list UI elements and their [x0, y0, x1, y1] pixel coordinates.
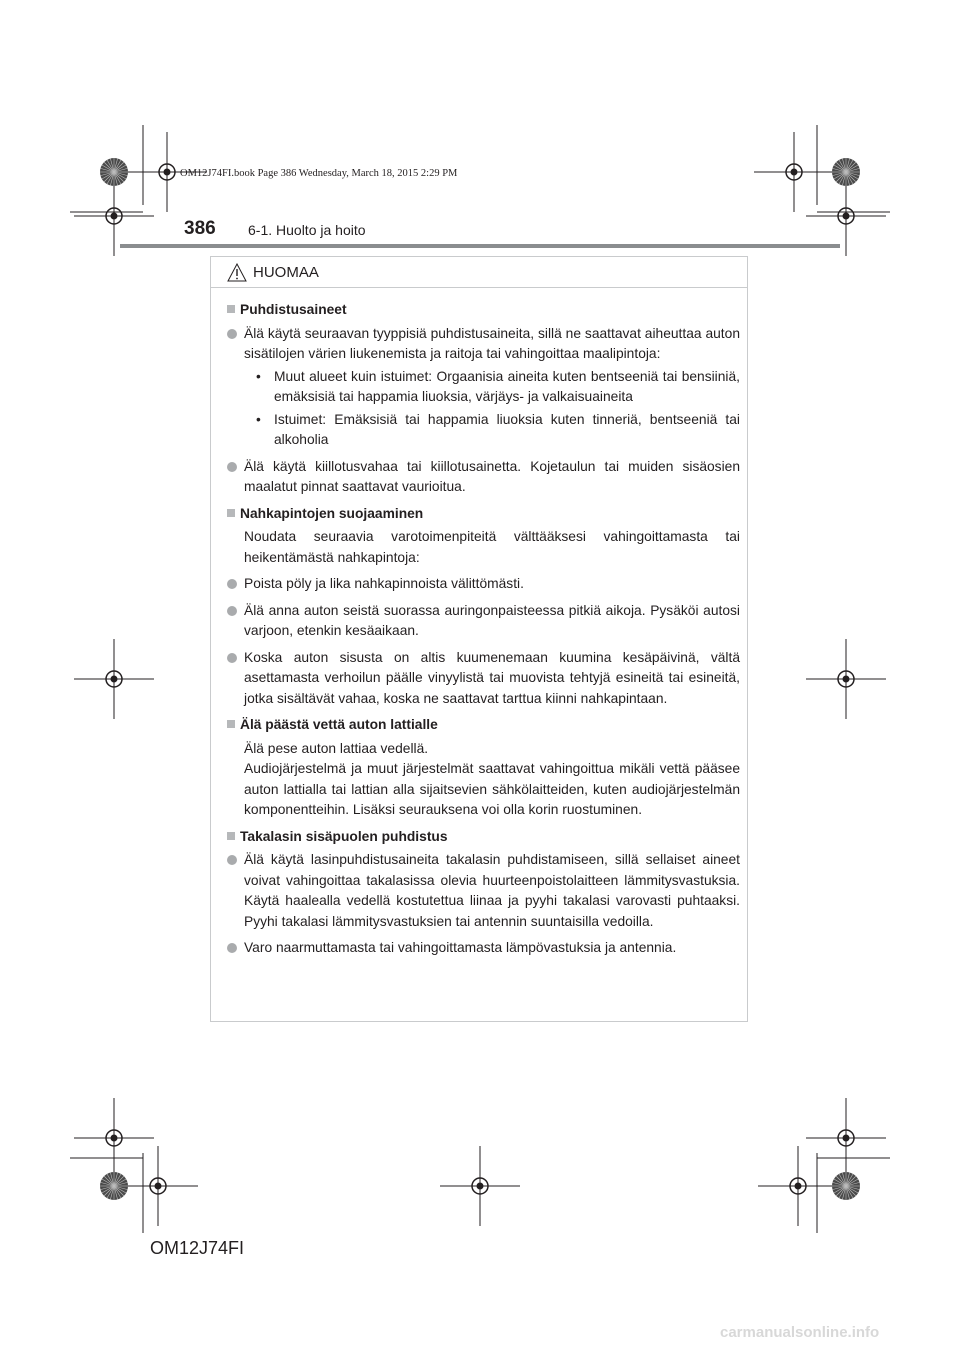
dot-bullet: • — [256, 368, 261, 384]
page-number: 386 — [184, 218, 216, 239]
starburst-mark — [832, 1172, 860, 1200]
list-item — [227, 574, 740, 595]
section-intro: Älä pese auton lattiaa vedellä. — [244, 740, 429, 756]
watermark: carmanualsonline.info — [720, 1324, 880, 1341]
starburst-mark — [100, 1172, 128, 1200]
item-text: Älä käytä seuraavan tyyppisiä puhdistusaineita, sillä ne saattavat aiheuttaa auton sisätilojen värien liukenemista ja raitoja tai vahingoittaa maalipintoja: — [244, 325, 740, 361]
item-text: Koska auton sisusta on altis kuumenemaan kuumina kesäpäivinä, vältä asettamasta verhoilun päälle vinyylistä tai muovista tehtyjä esineitä tai esineitä, jotka sisältävät vahaa, koska ne saattavat tarttua kiinni nahkapintaan. — [244, 649, 740, 706]
starburst-mark — [100, 158, 128, 186]
document-code: OM12J74FI — [150, 1238, 245, 1258]
notice-box — [210, 256, 748, 1022]
bullet-icon — [227, 329, 237, 339]
bullet-icon — [227, 462, 237, 472]
item-text: Älä käytä kiillotusvahaa tai kiillotusainetta. Kojetaulun tai muiden sisäosien maalatut pinnat saattavat vaurioitua. — [244, 458, 740, 494]
item-text: Älä käytä lasinpuhdistusaineita takalasin puhdistamiseen, sillä sellaiset aineet voivat vahingoittaa takalasissa olevia huurteenpoistolaitteen lämmitysvastuksia. Käytä haalealla vedellä kostutettua liinaa ja pyyhi takalasi varovasti puhtaaksi. Pyyhi takalasi lämmitysvastuksien tai antennin suuntaisilla vedoilla. — [244, 852, 740, 929]
notice-body — [211, 288, 747, 959]
list-item — [227, 324, 740, 451]
section-heading: Puhdistusaineet — [240, 302, 347, 317]
section-heading: Nahkapintojen suojaaminen — [240, 505, 424, 521]
registration-mark — [74, 639, 154, 719]
item-text: Varo naarmuttamasta tai vahingoittamasta lämpövastuksia ja antennia. — [244, 940, 677, 955]
list-item — [227, 648, 740, 710]
section-rear-window — [227, 827, 740, 959]
bullet-icon — [227, 653, 237, 663]
sub-list-item — [244, 367, 740, 408]
notice-title: HUOMAA — [253, 263, 319, 281]
notice-header — [211, 257, 747, 288]
section-marker — [227, 509, 235, 517]
sub-item-text: Muut alueet kuin istuimet: Orgaanisia aineita kuten bentseeniä tai bensiiniä, emäksisiä tai happamia liuoksia, värjäys- ja valkaisuaineita — [274, 368, 740, 404]
header-rule — [120, 244, 840, 248]
section-leather — [227, 504, 740, 710]
registration-mark — [754, 132, 834, 212]
section-paragraph: Audiojärjestelmä ja muut järjestelmät saattavat vahingoittua mikäli vettä pääsee auton lattialla tai lattian alla sijaitsevien sähkölaitteiden, kuten audiojärjestelmän komponentteihin. Lisäksi seurauksena voi olla korin ruostuminen. — [244, 761, 740, 817]
starburst-mark — [832, 158, 860, 186]
section-marker — [227, 832, 235, 840]
registration-mark — [440, 1146, 520, 1226]
sub-item-text: Istuimet: Emäksisiä tai happamia liuoksia kuten tinneriä, bentseeniä tai alkoholia — [274, 411, 740, 447]
section-floor-water — [227, 715, 740, 821]
section-title: 6-1. Huolto ja hoito — [248, 222, 366, 238]
list-item — [227, 850, 740, 932]
warning-triangle-icon — [227, 263, 247, 282]
list-item — [227, 601, 740, 642]
section-cleaning-agents — [227, 300, 740, 498]
registration-mark — [806, 1098, 886, 1178]
list-item — [227, 938, 740, 959]
bullet-icon — [227, 943, 237, 953]
list-item — [227, 457, 740, 498]
section-intro: Noudata seuraavia varotoimenpiteitä välttääksesi vahingoittamasta tai heikentämästä nahkapintoja: — [244, 529, 740, 565]
registration-mark — [74, 1098, 154, 1178]
bullet-icon — [227, 855, 237, 865]
section-heading: Älä päästä vettä auton lattialle — [240, 717, 438, 732]
bullet-icon — [227, 606, 237, 616]
item-text: Poista pöly ja lika nahkapinnoista välittömästi. — [244, 576, 524, 591]
section-marker — [227, 305, 235, 313]
section-marker — [227, 720, 235, 728]
bullet-icon — [227, 579, 237, 589]
file-info: OM12J74FI.book Page 386 Wednesday, March 18, 2015 2:29 PM — [180, 168, 458, 179]
item-text: Älä anna auton seistä suorassa auringonpaisteessa pitkiä aikoja. Pysäköi autosi varjoon, etenkin kesäaikaan. — [244, 602, 740, 638]
section-heading: Takalasin sisäpuolen puhdistus — [240, 828, 448, 844]
registration-mark — [806, 639, 886, 719]
dot-bullet: • — [256, 411, 261, 427]
sub-list-item — [244, 410, 740, 451]
